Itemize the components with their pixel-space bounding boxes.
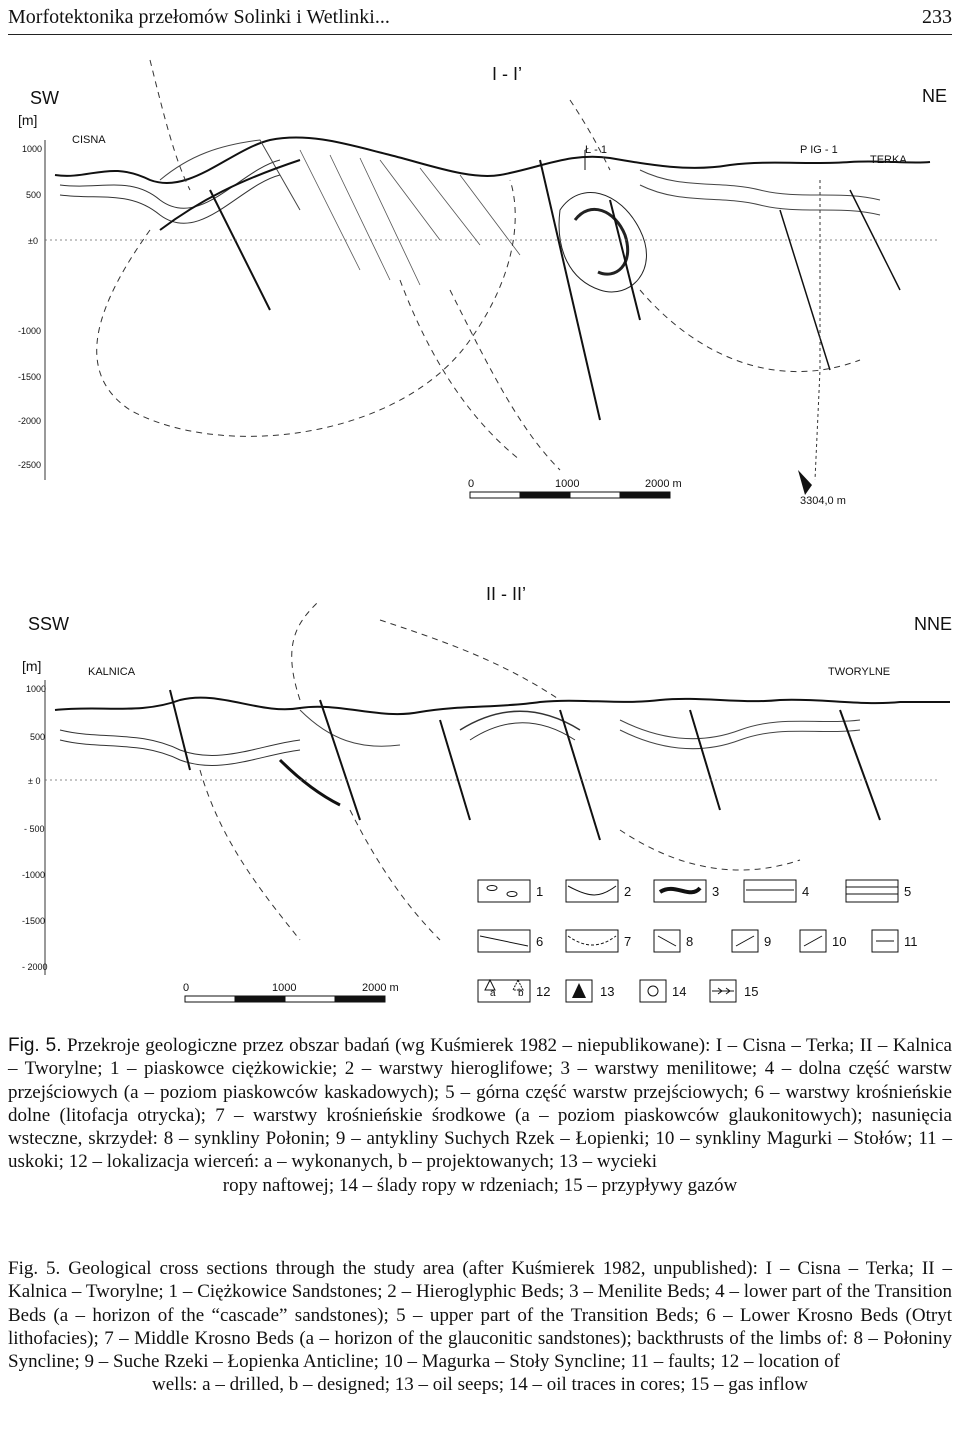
scale-label: 1000 (555, 478, 580, 490)
y-tick-label: -1500 (18, 372, 42, 382)
legend-number: 14 (672, 984, 687, 999)
section-title: I - I’ (492, 64, 522, 84)
legend-number: 1 (536, 884, 544, 899)
y-tick-label: - 2000 (22, 962, 48, 972)
direction-left: SSW (28, 614, 70, 634)
caption-text-last-line: wells: a – drilled, b – designed; 13 – oil seeps; 14 – oil traces in cores; 15 – gas inflow (152, 1374, 808, 1396)
place-label-right: TERKA (870, 154, 907, 166)
legend-number: 13 (600, 984, 615, 999)
caption-text: Geological cross sections through the study area (after Kuśmierek 1982, unpublished): I – Cisna – Terka; II – Kalnica – Tworylne; 1 – Ciężkowice Sandstones; 2 – Hieroglyphic Beds; 3 – Menilite Beds; 4 – lower part of the Transition Beds (a – horizon of the “cascade” sandstones); 5 – upper part of the Transition Beds; 6 – Lower Krosno Beds (Otryt lithofacies); 7 – Middle Krosno Beds (a – horizon of the glauconitic sandstones); backthrusts of the limbs of: 8 – Połoniny Syncline; 9 – Suche Rzeki – Łopienka Anticline; 10 – Magurka – Stoły Syncline; 11 – faults; 12 – location of (8, 1258, 952, 1373)
legend-number: 4 (802, 884, 810, 899)
caption-text: Przekroje geologiczne przez obszar badań (wg Kuśmierek 1982 – niepublikowane): I – Cisna – Terka; II – Kalnica – Tworylne; 1 – piaskowce ciężkowickie; 2 – warstwy hieroglifowe; 3 – warstwy menilitowe; 4 – dolna część warstw przejściowych (a – poziom piaskowców kaskadowych); 5 – górna część warstw przejściowych; 6 – warstwy krośnieńskie dolne (litofacja otrycka); 7 – warstwy krośnieńskie środkowe (a – poziom piaskowców glaukonitowych); nasunięcia wsteczne, skrzydeł: 8 – synkliny Połonin; 9 – antykliny Suchych Rzek – Łopienki; 10 – synkliny Magurki – Stołów; 11 – uskoki; 12 – lokalizacja wierceń: a – wykonanych, b – projektowanych; 13 – wycieki (8, 1035, 952, 1173)
legend-sub-a: a (490, 988, 496, 999)
figure-label: Fig. 5. (8, 1258, 61, 1279)
cross-section-1 (0, 40, 960, 560)
direction-right: NNE (914, 614, 953, 634)
legend-number: 5 (904, 884, 912, 899)
place-label-right: TWORYLNE (828, 666, 891, 678)
direction-right: NE (922, 86, 948, 106)
caption-polish (8, 1034, 952, 1197)
legend-number: 6 (536, 934, 544, 949)
legend-number: 9 (764, 934, 772, 949)
y-tick-label: 500 (30, 732, 46, 742)
place-label-left: CISNA (72, 134, 106, 146)
legend-number: 12 (536, 984, 551, 999)
legend-number: 7 (624, 934, 632, 949)
running-title: Morfotektonika przełomów Solinki i Wetlinki... (8, 6, 390, 28)
y-tick-label: -2500 (18, 460, 42, 470)
figure-label: Fig. 5. (8, 1035, 62, 1056)
cross-section-2-drawing (0, 580, 960, 1020)
unit-label: [m] (18, 112, 38, 128)
unit-label: [m] (22, 658, 42, 674)
scale-label: 2000 m (645, 478, 682, 490)
legend-number: 2 (624, 884, 632, 899)
cross-section-1-drawing (0, 40, 960, 560)
y-tick-label: ±0 (28, 236, 38, 246)
legend-number: 11 (904, 934, 918, 949)
well-label-1: Ł - 1 (585, 144, 608, 156)
caption-text-last-line: ropy naftowej; 14 – ślady ropy w rdzeniach; 15 – przypływy gazów (222, 1174, 738, 1196)
y-tick-label: -1000 (18, 326, 42, 336)
scale-label: 0 (183, 982, 190, 994)
scale-label: 1000 (272, 982, 297, 994)
scale-label: 0 (468, 478, 475, 490)
y-tick-label: - 500 (24, 824, 45, 834)
y-tick-label: 1000 (22, 144, 43, 154)
y-tick-label: -2000 (18, 416, 42, 426)
legend-number: 8 (686, 934, 694, 949)
legend-sub-b: b (518, 988, 524, 999)
y-tick-label: 500 (26, 190, 42, 200)
y-tick-label: -1500 (22, 916, 46, 926)
caption-english (8, 1257, 952, 1397)
depth-label: 3304,0 m (800, 495, 846, 507)
legend-number: 15 (744, 984, 759, 999)
y-tick-label: 1000 (26, 684, 47, 694)
well-label-2: P IG - 1 (800, 144, 838, 156)
section-title: II - II’ (486, 584, 526, 604)
y-tick-label: ± 0 (28, 776, 41, 786)
scale-label: 2000 m (362, 982, 399, 994)
y-tick-label: -1000 (22, 870, 46, 880)
page-number: 233 (922, 6, 952, 28)
place-label-left: KALNICA (88, 666, 136, 678)
legend-number: 10 (832, 934, 847, 949)
running-head (8, 4, 952, 35)
cross-section-2 (0, 580, 960, 1020)
direction-left: SW (30, 88, 59, 108)
legend-number: 3 (712, 884, 720, 899)
